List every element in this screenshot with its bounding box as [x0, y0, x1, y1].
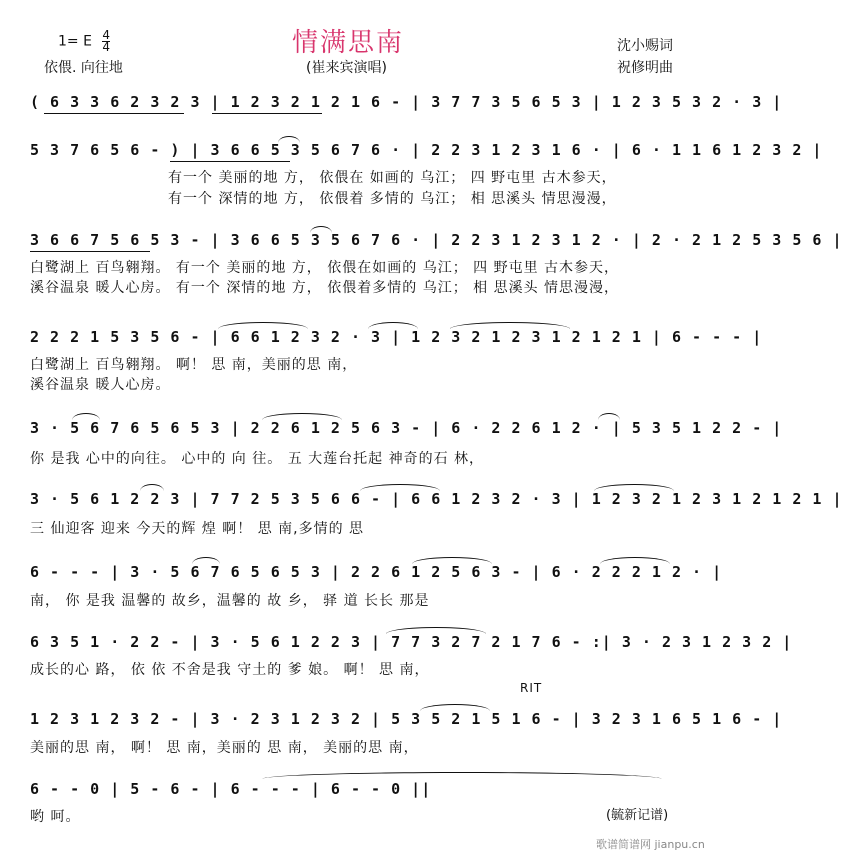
composer-credit: 祝修明曲	[617, 60, 673, 76]
lyric-line-2a: 有一个 美丽的地 方， 依偎在 如画的 乌江； 四 野屯里 古木参天，	[168, 170, 617, 186]
notation-line-2: 5 3 7 6 5 6 - ) | 3 6 6 5 3 5 6 7 6 · | 2 2 3 1 2 3 1 6 · | 6 · 1 1 6 1 2 3 2 |	[30, 141, 823, 159]
notation-line-7: 6 - - - | 3 · 5 6 7 6 5 6 5 3 | 2 2 6 1 2 5 6 3 - | 6 · 2 2 2 1 2 · |	[30, 563, 723, 581]
time-denominator: 4	[102, 40, 111, 54]
lyric-line-6: 三 仙迎客 迎来 今天的辉 煌 啊！ 思 南,多情的 思	[30, 521, 365, 537]
lyric-line-10: 哟 呵。	[30, 809, 81, 825]
lyric-line-3a: 白鹭湖上 百鸟翱翔。 有一个 美丽的地 方， 依偎在如画的 乌江； 四 野屯里 古木参天，	[30, 260, 620, 276]
notation-line-6: 3 · 5 6 1 2 2 3 | 7 7 2 5 3 5 6 6 - | 6 6 1 2 3 2 · 3 | 1 2 3 2 1 2 3 1 2 1 2 1 |	[30, 490, 843, 508]
song-title: 情满思南	[292, 28, 405, 58]
lyric-line-2b: 有一个 深情的地 方， 依偎着 多情的 乌江； 相 思溪头 情思漫漫，	[168, 191, 617, 207]
ritardando-mark: RIT	[520, 681, 543, 695]
transcriber-credit: (毓新记谱)	[606, 808, 669, 823]
lyric-line-8: 成长的心 路， 依 依 不舍是我 守土的 爹 娘。 啊！ 思 南，	[30, 662, 430, 678]
key-signature	[58, 30, 110, 53]
notation-line-4: 2 2 2 1 5 3 5 6 - | 6 6 1 2 3 2 · 3 | 1 2 3 2 1 2 3 1 2 1 2 1 | 6 - - - |	[30, 328, 763, 346]
time-signature	[102, 30, 110, 53]
notation-line-9: 1 2 3 1 2 3 2 - | 3 · 2 3 1 2 3 2 | 5 3 5 2 1 5 1 6 - | 3 2 3 1 6 5 1 6 - |	[30, 710, 783, 728]
key-text: 1= E	[58, 33, 92, 50]
lyric-line-4b: 溪谷温泉 暖人心房。	[30, 377, 171, 393]
notation-line-5: 3 · 5 6 7 6 5 6 5 3 | 2 2 6 1 2 5 6 3 - | 6 · 2 2 6 1 2 · | 5 3 5 1 2 2 - |	[30, 419, 783, 437]
notation-line-3: 3 6 6 7 5 6 5 3 - | 3 6 6 5 3 5 6 7 6 · | 2 2 3 1 2 3 1 2 · | 2 · 2 1 2 5 3 5 6 |	[30, 231, 843, 249]
lyric-line-9: 美丽的思 南， 啊！ 思 南，美丽的 思 南， 美丽的思 南，	[30, 740, 419, 756]
time-numerator: 4	[102, 28, 111, 42]
lyric-line-3b: 溪谷温泉 暖人心房。 有一个 深情的地 方， 依偎着多情的 乌江； 相 思溪头 情思漫漫，	[30, 280, 620, 296]
lyric-line-5: 你 是我 心中的向往。 心中的 向 往。 五 大莲台托起 神奇的石 林，	[30, 451, 485, 467]
notation-line-8: 6 3 5 1 · 2 2 - | 3 · 5 6 1 2 2 3 | 7 7 3 2 7 2 1 7 6 - :| 3 · 2 3 1 2 3 2 |	[30, 633, 793, 651]
notation-line-10: 6 - - 0 | 5 - 6 - | 6 - - - | 6 - - 0 ||	[30, 780, 432, 798]
watermark: 歌谱简谱网 jianpu.cn	[596, 838, 705, 851]
notation-line-1: ( 6 3 3 6 2 3 2 3 | 1 2 3 2 1 2 1 6 - | 3 7 7 3 5 6 5 3 | 1 2 3 5 3 2 · 3 |	[30, 93, 783, 111]
singer-credit: (崔来宾演唱)	[306, 60, 387, 76]
lyric-line-4a: 白鹭湖上 百鸟翱翔。 啊！ 思 南，美丽的思 南，	[30, 357, 358, 373]
style-mark: 依偎. 向往地	[44, 60, 123, 76]
lyricist-credit: 沈小赐词	[617, 38, 673, 54]
lyric-line-7: 南， 你 是我 温馨的 故乡，温馨的 故 乡， 驿 道 长长 那是	[30, 593, 430, 609]
